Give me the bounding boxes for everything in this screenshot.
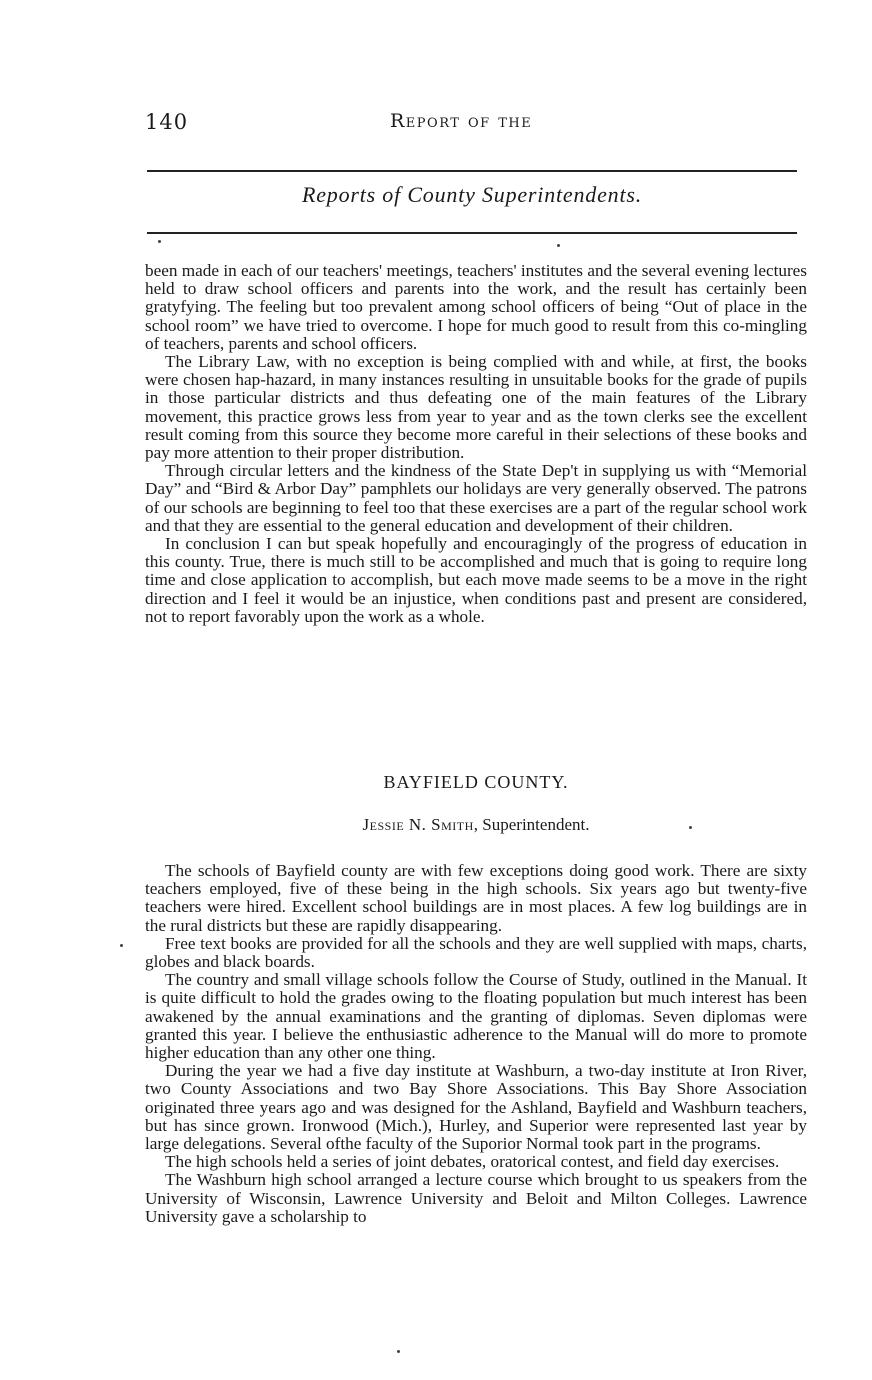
print-speck — [158, 240, 161, 243]
paragraph: The Washburn high school arranged a lecture course which brought to us speakers from the University of Wisconsin, Lawrence University and Beloit and Milton Colleges. Lawrence University gave a scholarship to — [145, 1170, 807, 1226]
page-number: 140 — [145, 110, 189, 134]
paragraph: Through circular letters and the kindness of the State Dep't in supplying us with “Memorial Day” and “Bird & Arbor Day” pamphlets our holidays are very generally observed. The patrons of our schools are beginning to feel too that these exercises are a part of the regular school work and that they are essential to the general education and development of their children. — [145, 461, 807, 535]
print-speck — [689, 826, 692, 829]
superintendent-line — [145, 815, 807, 835]
paragraph: In conclusion I can but speak hopefully and encouragingly of the progress of education in this county. True, there is much still to be accomplished and much that is going to require long time and close application to accomplish, but each move made seems to be a move in the right direction and I feel it would be an injustice, when conditions past and present are considered, not to report favorably upon the work as a whole. — [145, 534, 807, 626]
paragraph: The high schools held a series of joint debates, oratorical contest, and field day exercises. — [165, 1152, 780, 1172]
paragraph: The Library Law, with no exception is being complied with and while, at first, the books were chosen hap-hazard, in many instances resulting in unsuitable books for the grade of pupils in those particular districts and thus defeating one of the main features of the Library movement, this practice grows less from year to year and as the town clerks see the excellent result coming from this source they become more careful in their selections of these books and pay more attention to their proper distribution. — [145, 352, 807, 463]
paragraph: During the year we had a five day institute at Washburn, a two-day institute at Iron River, two County Associations and two Bay Shore Associations. This Bay Shore Association originated three years ago and was designed for the Ashland, Bayfield and Washburn teachers, but has since grown. Ironwood (Mich.), Hurley, and Superior were represented last year by large delegations. Several ofthe faculty of the Suporior Normal took part in the programs. — [145, 1061, 807, 1154]
print-speck — [397, 1350, 400, 1353]
bottom-rule — [147, 232, 797, 234]
section-title: Reports of County Superintendents. — [301, 182, 643, 207]
top-rule — [147, 170, 797, 172]
county-heading: BAYFIELD COUNTY. — [383, 772, 569, 792]
paragraph: Free text books are provided for all the schools and they are well supplied with maps, charts, globes and black boards. — [145, 933, 807, 972]
paragraph: The schools of Bayfield county are with few exceptions doing good work. There are sixty teachers employed, five of these being in the high schools. Six years ago but twenty-five teachers were hired. Excellent school buildings are in most places. A few log buildings are in the rural districts but these are rapidly disappearing. — [145, 861, 807, 935]
continued-text — [145, 262, 807, 626]
county-report-text — [145, 862, 807, 1226]
paragraph: been made in each of our teachers' meetings, teachers' institutes and the several evening lectures held to draw school officers and parents into the work, and the result has certainly been gratyfying. The feeling but too prevalent among school officers of being “Out of place in the school room” we have tried to overcome. I hope for much good to result from this co-mingling of teachers, parents and school officers. — [145, 261, 807, 353]
paragraph: The country and small village schools follow the Course of Study, outlined in the Manual. It is quite difficult to hold the grades owing to the floating population but much interest has been awakened by the annual examinations and the granting of diplomas. Seven diplomas were granted this year. I believe the enthusiastic adherence to the Manual will do more to promote higher education than any other one thing. — [145, 970, 807, 1063]
superintendent-name: Jessie N. Smith — [362, 815, 474, 834]
running-title: Report of the — [390, 110, 533, 132]
print-speck — [120, 944, 123, 947]
superintendent-title: , Superintendent. — [473, 815, 590, 834]
running-head — [145, 110, 805, 138]
print-speck — [557, 244, 560, 247]
